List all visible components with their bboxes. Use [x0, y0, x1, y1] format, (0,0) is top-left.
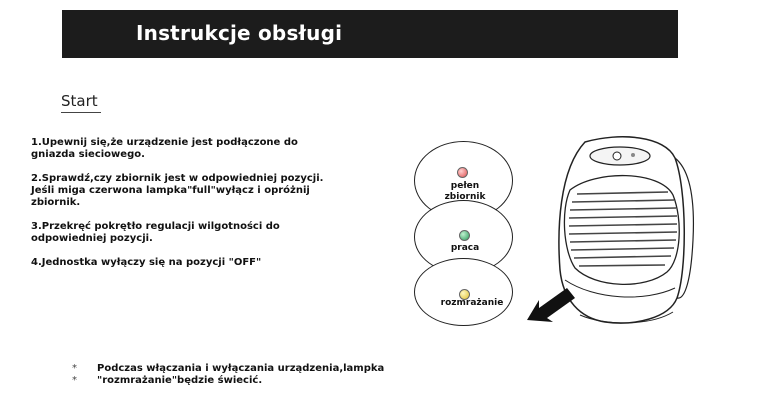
page-title: Instrukcje obsługi: [136, 21, 343, 45]
step-1: 1.Upewnij się,że urządzenie jest podłączone do gniazda sieciowego.: [31, 137, 298, 160]
section-underline: [61, 112, 101, 113]
steps-list: [31, 137, 376, 281]
step-3: 3.Przekręć pokrętło regulacji wilgotności do odpowiedniej pozycji.: [31, 221, 280, 244]
header-bar: [62, 10, 678, 58]
green-lamp-icon: [459, 230, 470, 241]
dehumidifier-illustration: [525, 130, 700, 330]
note-stars: * *: [72, 363, 82, 386]
indicator-full-label: pełen zbiornik: [444, 181, 486, 202]
indicator-work-label: praca: [450, 243, 480, 253]
note-text: Podczas włączania i wyłączania urządzenia,lampka "rozmrażanie"będzie świecić.: [97, 363, 385, 386]
section-title: Start: [61, 92, 98, 110]
step-4: 4.Jednostka wyłączy się na pozycji "OFF": [31, 257, 262, 268]
indicator-defrost-label: rozmrażanie: [440, 298, 504, 308]
step-2: 2.Sprawdź,czy zbiornik jest w odpowiedniej pozycji. Jeśli miga czerwona lampka"full"wyłącz i opróżnij zbiornik.: [31, 173, 324, 208]
red-lamp-icon: [457, 167, 468, 178]
